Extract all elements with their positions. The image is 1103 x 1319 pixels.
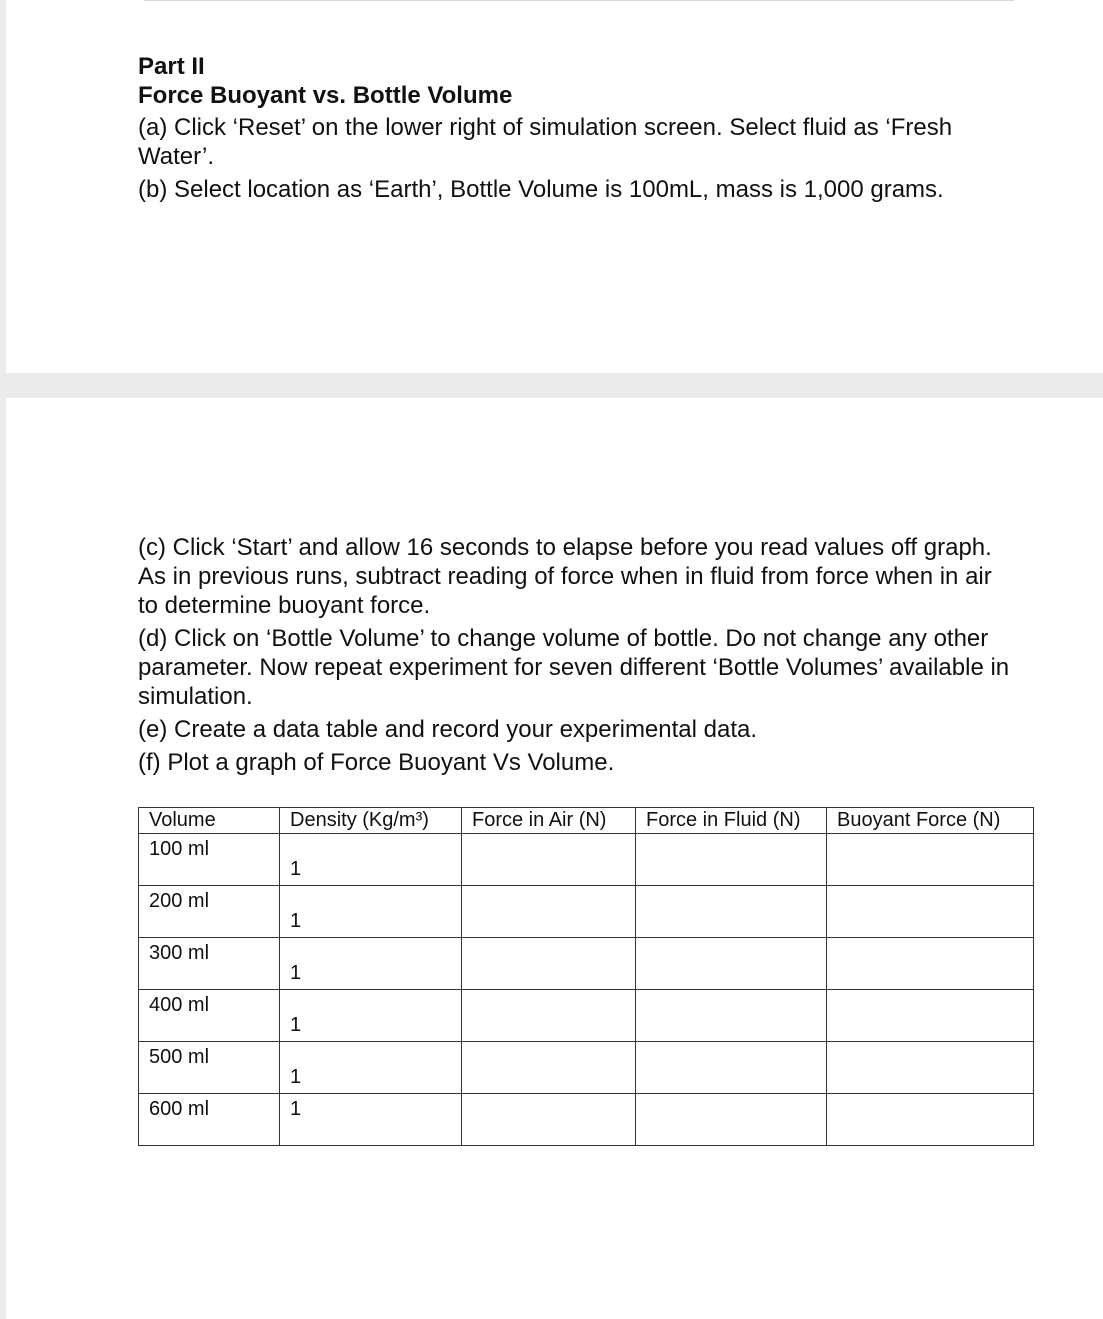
cell-buoyant-force[interactable] <box>827 1094 1034 1146</box>
header-buoyant-force: Buoyant Force (N) <box>827 808 1034 834</box>
document-page-2 <box>6 398 1103 1319</box>
header-force-fluid: Force in Fluid (N) <box>636 808 827 834</box>
cell-volume: 600 ml <box>139 1094 280 1146</box>
cell-force-fluid[interactable] <box>636 886 827 938</box>
step-c: (c) Click ‘Start’ and allow 16 seconds to elapse before you read values off graph. As in previous runs, subtract reading of force when in fluid from force when in air to determine buoyant force. <box>138 534 992 619</box>
part-header-block <box>138 52 1018 208</box>
cell-density: 1 <box>280 834 462 886</box>
page-top-divider <box>144 0 1014 1</box>
cell-density: 1 <box>280 886 462 938</box>
cell-volume: 500 ml <box>139 1042 280 1094</box>
table-header-row <box>139 808 1034 834</box>
document-page-1 <box>6 0 1103 373</box>
table-row <box>139 834 1034 886</box>
cell-force-fluid[interactable] <box>636 938 827 990</box>
step-d: (d) Click on ‘Bottle Volume’ to change volume of bottle. Do not change any other parameter. Now repeat experiment for seven different ‘Bottle Volumes’ available in simulation. <box>138 625 1010 710</box>
step-a: (a) Click ‘Reset’ on the lower right of simulation screen. Select fluid as ‘Fresh Water’. <box>138 114 953 170</box>
part-label: Part II <box>138 53 205 80</box>
step-b: (b) Select location as ‘Earth’, Bottle Volume is 100mL, mass is 1,000 grams. <box>138 176 944 203</box>
cell-buoyant-force[interactable] <box>827 886 1034 938</box>
cell-force-air[interactable] <box>462 834 636 886</box>
cell-density: 1 <box>280 990 462 1042</box>
cell-force-air[interactable] <box>462 990 636 1042</box>
cell-force-fluid[interactable] <box>636 1094 827 1146</box>
cell-volume: 400 ml <box>139 990 280 1042</box>
header-force-air: Force in Air (N) <box>462 808 636 834</box>
table-row <box>139 1094 1034 1146</box>
table-row <box>139 886 1034 938</box>
cell-force-air[interactable] <box>462 1094 636 1146</box>
header-volume: Volume <box>139 808 280 834</box>
step-f: (f) Plot a graph of Force Buoyant Vs Volume. <box>138 749 615 776</box>
cell-buoyant-force[interactable] <box>827 834 1034 886</box>
step-e: (e) Create a data table and record your experimental data. <box>138 716 758 743</box>
cell-volume: 300 ml <box>139 938 280 990</box>
cell-force-air[interactable] <box>462 886 636 938</box>
cell-force-air[interactable] <box>462 1042 636 1094</box>
cell-buoyant-force[interactable] <box>827 1042 1034 1094</box>
cell-force-air[interactable] <box>462 938 636 990</box>
table-row <box>139 1042 1034 1094</box>
cell-force-fluid[interactable] <box>636 1042 827 1094</box>
instructions-block <box>138 533 1018 781</box>
cell-volume: 100 ml <box>139 834 280 886</box>
cell-force-fluid[interactable] <box>636 990 827 1042</box>
cell-force-fluid[interactable] <box>636 834 827 886</box>
cell-buoyant-force[interactable] <box>827 990 1034 1042</box>
data-table <box>138 807 1034 1146</box>
cell-buoyant-force[interactable] <box>827 938 1034 990</box>
part-title: Force Buoyant vs. Bottle Volume <box>138 82 513 109</box>
cell-density: 1 <box>280 1042 462 1094</box>
table-row <box>139 938 1034 990</box>
table-row <box>139 990 1034 1042</box>
cell-volume: 200 ml <box>139 886 280 938</box>
cell-density: 1 <box>280 1094 462 1146</box>
header-density: Density (Kg/m³) <box>280 808 462 834</box>
cell-density: 1 <box>280 938 462 990</box>
